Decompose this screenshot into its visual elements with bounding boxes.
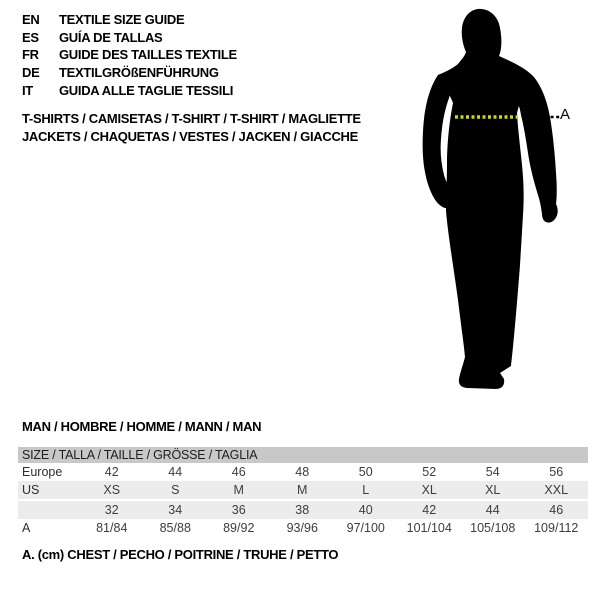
language-row	[22, 29, 237, 47]
size-table-row	[18, 499, 588, 519]
size-cell: 81/84	[96, 521, 128, 535]
size-cell: 34	[168, 503, 183, 517]
size-cell: 101/104	[406, 521, 452, 535]
category-line: JACKETS / CHAQUETAS / VESTES / JACKEN / GIACCHE	[22, 129, 358, 144]
size-cell: 38	[295, 503, 310, 517]
language-row	[22, 82, 237, 100]
size-cell: S	[171, 483, 180, 497]
size-cell: XL	[485, 483, 501, 497]
size-cell: 50	[358, 465, 373, 479]
man-silhouette	[400, 5, 570, 395]
size-cell: 105/108	[470, 521, 516, 535]
size-cell: 109/112	[534, 521, 579, 535]
language-label: TEXTILGRÖßENFÜHRUNG	[59, 65, 219, 81]
size-cell: 44	[168, 465, 183, 479]
language-code: ES	[22, 29, 39, 45]
language-label: GUIDA ALLE TAGLIE TESSILI	[59, 82, 234, 98]
size-cell: 40	[358, 503, 373, 517]
size-cell: 46	[231, 465, 246, 479]
size-cell: XS	[103, 483, 121, 497]
category-lines	[22, 110, 361, 146]
language-label: TEXTILE SIZE GUIDE	[59, 12, 185, 27]
size-cell: 46	[549, 503, 564, 517]
size-table-row	[18, 463, 588, 481]
category-line: T-SHIRTS / CAMISETAS / T-SHIRT / T-SHIRT / MAGLIETTE	[22, 111, 361, 126]
size-table-row	[18, 519, 588, 537]
row-label: US	[22, 483, 40, 497]
size-cell: M	[233, 483, 244, 497]
size-cell: 85/88	[159, 521, 191, 535]
size-cell: 56	[549, 465, 564, 479]
size-cell: XL	[421, 483, 437, 497]
size-cell: 89/92	[223, 521, 255, 535]
size-cell: 54	[485, 465, 500, 479]
section-title: MAN / HOMBRE / HOMME / MANN / MAN	[22, 419, 262, 434]
language-list	[22, 11, 237, 100]
measurement-label-a: A	[560, 106, 571, 123]
size-cell: M	[297, 483, 308, 497]
language-code: EN	[22, 12, 40, 27]
size-cell: L	[362, 483, 370, 497]
language-row	[22, 64, 237, 82]
size-table-rows	[18, 463, 588, 537]
size-cell: 42	[422, 503, 437, 517]
language-code: FR	[22, 47, 39, 63]
size-cell: 52	[422, 465, 437, 479]
size-cell: 42	[104, 465, 119, 479]
size-cell: 36	[231, 503, 246, 517]
language-row	[22, 11, 237, 29]
measurement-footnote: A. (cm) CHEST / PECHO / POITRINE / TRUHE / PETTO	[22, 547, 339, 562]
size-cell: 44	[485, 503, 500, 517]
language-label: GUÍA DE TALLAS	[59, 29, 163, 45]
language-row	[22, 46, 237, 64]
language-code: DE	[22, 65, 40, 81]
size-table-row	[18, 481, 588, 499]
size-table-header: SIZE / TALLA / TAILLE / GRÖSSE / TAGLIA	[18, 447, 588, 463]
size-cell: 32	[104, 503, 119, 517]
size-cell: 48	[295, 465, 310, 479]
size-cell: 97/100	[346, 521, 385, 535]
size-table	[18, 447, 588, 537]
size-cell: 93/96	[286, 521, 318, 535]
row-label	[18, 501, 80, 519]
language-code: IT	[22, 82, 33, 98]
language-label: GUIDE DES TAILLES TEXTILE	[59, 47, 237, 63]
row-label: A	[22, 521, 31, 535]
row-label: Europe	[22, 465, 63, 479]
size-cell: XXL	[544, 483, 569, 497]
